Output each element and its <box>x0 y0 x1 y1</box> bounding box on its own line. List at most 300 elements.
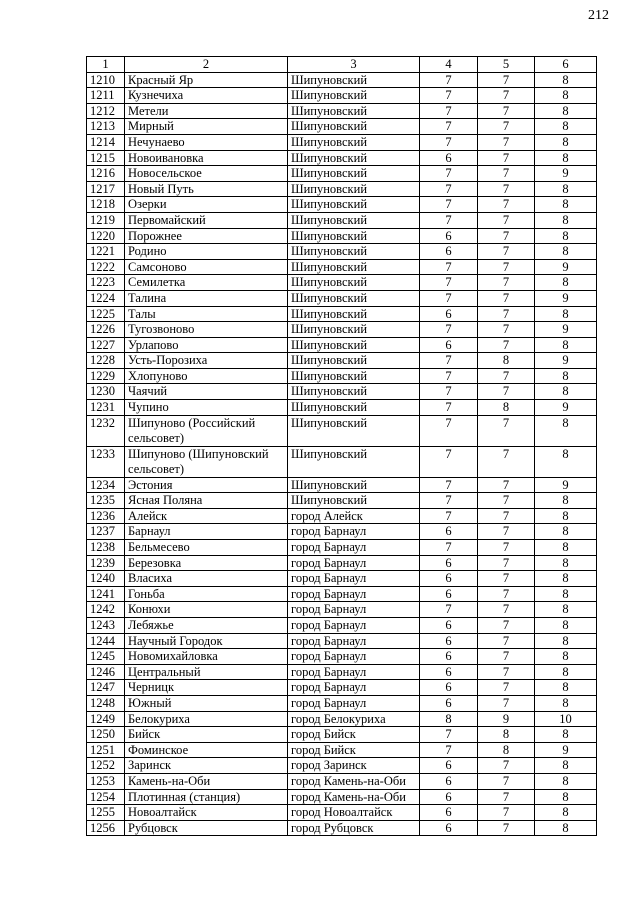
settlement-name-cell: Плотинная (станция) <box>125 789 288 805</box>
table-row <box>87 540 597 556</box>
settlement-name-cell: Родино <box>125 244 288 260</box>
table-row <box>87 773 597 789</box>
value-cell-5: 7 <box>478 259 535 275</box>
table-row <box>87 524 597 540</box>
value-cell-4: 7 <box>420 477 478 493</box>
settlement-name-cell: Новоивановка <box>125 150 288 166</box>
column-header: 6 <box>535 57 597 73</box>
settlement-name-cell: Красный Яр <box>125 72 288 88</box>
row-number-cell: 1254 <box>87 789 125 805</box>
value-cell-6: 8 <box>535 602 597 618</box>
value-cell-6: 8 <box>535 212 597 228</box>
district-cell: Шипуновский <box>288 353 420 369</box>
settlement-name-cell: Фоминское <box>125 742 288 758</box>
settlement-name-cell: Ясная Поляна <box>125 493 288 509</box>
table-row <box>87 150 597 166</box>
value-cell-5: 7 <box>478 555 535 571</box>
value-cell-5: 7 <box>478 244 535 260</box>
table-row <box>87 337 597 353</box>
settlement-name-cell: Тугозвоново <box>125 322 288 338</box>
district-cell: Шипуновский <box>288 197 420 213</box>
settlement-name-cell: Барнаул <box>125 524 288 540</box>
value-cell-5: 7 <box>478 508 535 524</box>
district-cell: город Алейск <box>288 508 420 524</box>
value-cell-4: 6 <box>420 758 478 774</box>
settlement-name-cell: Талы <box>125 306 288 322</box>
value-cell-5: 7 <box>478 103 535 119</box>
value-cell-6: 8 <box>535 540 597 556</box>
district-cell: Шипуновский <box>288 259 420 275</box>
district-cell: Шипуновский <box>288 384 420 400</box>
value-cell-5: 7 <box>478 820 535 836</box>
district-cell: Шипуновский <box>288 212 420 228</box>
row-number-cell: 1251 <box>87 742 125 758</box>
value-cell-5: 7 <box>478 618 535 634</box>
settlement-name-cell: Талина <box>125 290 288 306</box>
district-cell: город Камень-на-Оби <box>288 789 420 805</box>
value-cell-6: 8 <box>535 695 597 711</box>
value-cell-5: 7 <box>478 150 535 166</box>
settlement-name-cell: Березовка <box>125 555 288 571</box>
row-number-cell: 1214 <box>87 134 125 150</box>
table-row <box>87 415 597 446</box>
district-cell: город Барнаул <box>288 649 420 665</box>
value-cell-4: 7 <box>420 275 478 291</box>
value-cell-4: 7 <box>420 166 478 182</box>
value-cell-5: 7 <box>478 368 535 384</box>
value-cell-5: 7 <box>478 181 535 197</box>
value-cell-4: 6 <box>420 789 478 805</box>
row-number-cell: 1244 <box>87 633 125 649</box>
value-cell-6: 8 <box>535 773 597 789</box>
settlement-name-cell: Озерки <box>125 197 288 213</box>
row-number-cell: 1211 <box>87 88 125 104</box>
value-cell-4: 6 <box>420 820 478 836</box>
value-cell-4: 6 <box>420 695 478 711</box>
value-cell-4: 6 <box>420 633 478 649</box>
value-cell-5: 8 <box>478 400 535 416</box>
settlement-name-cell: Заринск <box>125 758 288 774</box>
table-row <box>87 649 597 665</box>
value-cell-6: 8 <box>535 727 597 743</box>
row-number-cell: 1235 <box>87 493 125 509</box>
row-number-cell: 1232 <box>87 415 125 446</box>
district-cell: Шипуновский <box>288 446 420 477</box>
district-cell: город Бийск <box>288 742 420 758</box>
table-row <box>87 134 597 150</box>
district-cell: город Барнаул <box>288 695 420 711</box>
value-cell-6: 9 <box>535 742 597 758</box>
value-cell-4: 7 <box>420 88 478 104</box>
value-cell-6: 8 <box>535 508 597 524</box>
table-row <box>87 103 597 119</box>
settlement-name-cell: Семилетка <box>125 275 288 291</box>
value-cell-5: 7 <box>478 228 535 244</box>
row-number-cell: 1217 <box>87 181 125 197</box>
district-cell: город Барнаул <box>288 586 420 602</box>
settlement-name-cell: Алейск <box>125 508 288 524</box>
value-cell-5: 7 <box>478 773 535 789</box>
value-cell-4: 6 <box>420 571 478 587</box>
settlement-name-cell: Черницк <box>125 680 288 696</box>
value-cell-4: 6 <box>420 773 478 789</box>
row-number-cell: 1221 <box>87 244 125 260</box>
value-cell-4: 7 <box>420 493 478 509</box>
district-cell: город Барнаул <box>288 618 420 634</box>
table-row <box>87 72 597 88</box>
page-number: 212 <box>588 8 609 23</box>
district-cell: Шипуновский <box>288 400 420 416</box>
table-row <box>87 384 597 400</box>
table-row <box>87 181 597 197</box>
table-row <box>87 633 597 649</box>
settlement-name-cell: Лебяжье <box>125 618 288 634</box>
value-cell-6: 8 <box>535 275 597 291</box>
value-cell-4: 7 <box>420 72 478 88</box>
value-cell-5: 7 <box>478 586 535 602</box>
value-cell-4: 7 <box>420 103 478 119</box>
value-cell-5: 7 <box>478 664 535 680</box>
district-cell: город Барнаул <box>288 540 420 556</box>
column-header: 5 <box>478 57 535 73</box>
row-number-cell: 1255 <box>87 805 125 821</box>
value-cell-6: 8 <box>535 228 597 244</box>
settlement-name-cell: Шипуново (Российский сельсовет) <box>125 415 288 446</box>
value-cell-4: 7 <box>420 446 478 477</box>
row-number-cell: 1240 <box>87 571 125 587</box>
value-cell-4: 6 <box>420 228 478 244</box>
value-cell-4: 7 <box>420 400 478 416</box>
row-number-cell: 1210 <box>87 72 125 88</box>
table-row <box>87 322 597 338</box>
table-row <box>87 508 597 524</box>
value-cell-6: 8 <box>535 368 597 384</box>
value-cell-5: 7 <box>478 805 535 821</box>
row-number-cell: 1230 <box>87 384 125 400</box>
row-number-cell: 1216 <box>87 166 125 182</box>
district-cell: Шипуновский <box>288 181 420 197</box>
value-cell-5: 7 <box>478 758 535 774</box>
row-number-cell: 1247 <box>87 680 125 696</box>
value-cell-5: 7 <box>478 680 535 696</box>
table-row <box>87 695 597 711</box>
value-cell-6: 8 <box>535 789 597 805</box>
district-cell: Шипуновский <box>288 88 420 104</box>
value-cell-6: 9 <box>535 477 597 493</box>
table-row <box>87 571 597 587</box>
settlement-name-cell: Нечунаево <box>125 134 288 150</box>
table-row <box>87 664 597 680</box>
row-number-cell: 1249 <box>87 711 125 727</box>
settlement-name-cell: Рубцовск <box>125 820 288 836</box>
value-cell-5: 9 <box>478 711 535 727</box>
row-number-cell: 1238 <box>87 540 125 556</box>
row-number-cell: 1236 <box>87 508 125 524</box>
value-cell-5: 8 <box>478 727 535 743</box>
row-number-cell: 1222 <box>87 259 125 275</box>
row-number-cell: 1225 <box>87 306 125 322</box>
district-cell: Шипуновский <box>288 275 420 291</box>
value-cell-4: 8 <box>420 711 478 727</box>
settlement-name-cell: Самсоново <box>125 259 288 275</box>
value-cell-4: 7 <box>420 602 478 618</box>
settlements-table <box>86 56 597 836</box>
settlement-name-cell: Гоньба <box>125 586 288 602</box>
row-number-cell: 1233 <box>87 446 125 477</box>
value-cell-6: 9 <box>535 290 597 306</box>
row-number-cell: 1215 <box>87 150 125 166</box>
row-number-cell: 1224 <box>87 290 125 306</box>
value-cell-6: 8 <box>535 664 597 680</box>
value-cell-4: 6 <box>420 524 478 540</box>
district-cell: город Камень-на-Оби <box>288 773 420 789</box>
value-cell-6: 8 <box>535 524 597 540</box>
value-cell-4: 6 <box>420 805 478 821</box>
value-cell-4: 7 <box>420 322 478 338</box>
value-cell-6: 8 <box>535 197 597 213</box>
value-cell-5: 7 <box>478 540 535 556</box>
table-row <box>87 259 597 275</box>
settlement-name-cell: Южный <box>125 695 288 711</box>
row-number-cell: 1220 <box>87 228 125 244</box>
value-cell-4: 6 <box>420 150 478 166</box>
value-cell-6: 9 <box>535 400 597 416</box>
value-cell-6: 8 <box>535 805 597 821</box>
settlement-name-cell: Власиха <box>125 571 288 587</box>
value-cell-6: 8 <box>535 649 597 665</box>
column-header: 3 <box>288 57 420 73</box>
value-cell-6: 8 <box>535 306 597 322</box>
value-cell-4: 6 <box>420 664 478 680</box>
value-cell-6: 8 <box>535 384 597 400</box>
value-cell-4: 7 <box>420 119 478 135</box>
value-cell-6: 8 <box>535 618 597 634</box>
table-row <box>87 805 597 821</box>
settlement-name-cell: Шипуново (Шипуновский сельсовет) <box>125 446 288 477</box>
value-cell-5: 7 <box>478 633 535 649</box>
value-cell-6: 8 <box>535 88 597 104</box>
value-cell-6: 8 <box>535 103 597 119</box>
district-cell: город Барнаул <box>288 571 420 587</box>
district-cell: город Белокуриха <box>288 711 420 727</box>
value-cell-6: 9 <box>535 353 597 369</box>
value-cell-4: 7 <box>420 212 478 228</box>
district-cell: Шипуновский <box>288 134 420 150</box>
value-cell-5: 7 <box>478 649 535 665</box>
value-cell-5: 7 <box>478 695 535 711</box>
row-number-cell: 1241 <box>87 586 125 602</box>
table-row <box>87 742 597 758</box>
table-row <box>87 602 597 618</box>
row-number-cell: 1213 <box>87 119 125 135</box>
value-cell-4: 7 <box>420 508 478 524</box>
settlement-name-cell: Научный Городок <box>125 633 288 649</box>
row-number-cell: 1218 <box>87 197 125 213</box>
settlement-name-cell: Камень-на-Оби <box>125 773 288 789</box>
row-number-cell: 1223 <box>87 275 125 291</box>
value-cell-6: 10 <box>535 711 597 727</box>
table-row <box>87 212 597 228</box>
value-cell-5: 7 <box>478 306 535 322</box>
value-cell-6: 8 <box>535 586 597 602</box>
value-cell-4: 6 <box>420 555 478 571</box>
row-number-cell: 1245 <box>87 649 125 665</box>
district-cell: Шипуновский <box>288 228 420 244</box>
settlement-name-cell: Новоалтайск <box>125 805 288 821</box>
district-cell: город Новоалтайск <box>288 805 420 821</box>
settlement-name-cell: Бельмесево <box>125 540 288 556</box>
value-cell-6: 8 <box>535 150 597 166</box>
table-row <box>87 197 597 213</box>
table-row <box>87 368 597 384</box>
district-cell: город Барнаул <box>288 555 420 571</box>
value-cell-6: 8 <box>535 181 597 197</box>
settlement-name-cell: Эстония <box>125 477 288 493</box>
table-row <box>87 88 597 104</box>
value-cell-5: 7 <box>478 446 535 477</box>
table-row <box>87 244 597 260</box>
value-cell-5: 7 <box>478 134 535 150</box>
row-number-cell: 1248 <box>87 695 125 711</box>
table-row <box>87 306 597 322</box>
row-number-cell: 1228 <box>87 353 125 369</box>
table-row <box>87 477 597 493</box>
value-cell-4: 6 <box>420 680 478 696</box>
settlement-name-cell: Первомайский <box>125 212 288 228</box>
row-number-cell: 1219 <box>87 212 125 228</box>
district-cell: город Барнаул <box>288 664 420 680</box>
district-cell: город Рубцовск <box>288 820 420 836</box>
row-number-cell: 1243 <box>87 618 125 634</box>
district-cell: Шипуновский <box>288 166 420 182</box>
row-number-cell: 1246 <box>87 664 125 680</box>
district-cell: Шипуновский <box>288 337 420 353</box>
table-row <box>87 680 597 696</box>
value-cell-5: 7 <box>478 212 535 228</box>
value-cell-5: 7 <box>478 72 535 88</box>
value-cell-6: 8 <box>535 555 597 571</box>
district-cell: Шипуновский <box>288 72 420 88</box>
table-row <box>87 228 597 244</box>
district-cell: Шипуновский <box>288 322 420 338</box>
value-cell-5: 7 <box>478 524 535 540</box>
value-cell-5: 7 <box>478 275 535 291</box>
district-cell: Шипуновский <box>288 306 420 322</box>
value-cell-5: 7 <box>478 290 535 306</box>
settlement-name-cell: Мирный <box>125 119 288 135</box>
column-header: 1 <box>87 57 125 73</box>
row-number-cell: 1250 <box>87 727 125 743</box>
value-cell-5: 7 <box>478 337 535 353</box>
table-row <box>87 290 597 306</box>
settlement-name-cell: Новомихайловка <box>125 649 288 665</box>
settlement-name-cell: Кузнечиха <box>125 88 288 104</box>
table-row <box>87 446 597 477</box>
district-cell: Шипуновский <box>288 150 420 166</box>
value-cell-6: 8 <box>535 680 597 696</box>
value-cell-4: 7 <box>420 290 478 306</box>
value-cell-6: 8 <box>535 244 597 260</box>
column-header: 4 <box>420 57 478 73</box>
settlement-name-cell: Новосельское <box>125 166 288 182</box>
table-row <box>87 493 597 509</box>
value-cell-5: 7 <box>478 88 535 104</box>
settlement-name-cell: Метели <box>125 103 288 119</box>
row-number-cell: 1231 <box>87 400 125 416</box>
district-cell: город Бийск <box>288 727 420 743</box>
table-row <box>87 758 597 774</box>
row-number-cell: 1256 <box>87 820 125 836</box>
row-number-cell: 1253 <box>87 773 125 789</box>
value-cell-6: 8 <box>535 820 597 836</box>
value-cell-5: 7 <box>478 602 535 618</box>
value-cell-4: 6 <box>420 649 478 665</box>
row-number-cell: 1212 <box>87 103 125 119</box>
settlement-name-cell: Новый Путь <box>125 181 288 197</box>
row-number-cell: 1226 <box>87 322 125 338</box>
value-cell-5: 7 <box>478 322 535 338</box>
value-cell-4: 7 <box>420 197 478 213</box>
value-cell-6: 8 <box>535 633 597 649</box>
district-cell: город Заринск <box>288 758 420 774</box>
value-cell-4: 6 <box>420 306 478 322</box>
value-cell-6: 8 <box>535 134 597 150</box>
value-cell-4: 6 <box>420 586 478 602</box>
table-row <box>87 820 597 836</box>
settlement-name-cell: Урлапово <box>125 337 288 353</box>
value-cell-5: 7 <box>478 119 535 135</box>
value-cell-6: 8 <box>535 758 597 774</box>
row-number-cell: 1252 <box>87 758 125 774</box>
value-cell-4: 6 <box>420 244 478 260</box>
row-number-cell: 1242 <box>87 602 125 618</box>
row-number-cell: 1239 <box>87 555 125 571</box>
value-cell-4: 7 <box>420 742 478 758</box>
settlement-name-cell: Хлопуново <box>125 368 288 384</box>
settlement-name-cell: Белокуриха <box>125 711 288 727</box>
value-cell-4: 7 <box>420 134 478 150</box>
value-cell-6: 8 <box>535 493 597 509</box>
value-cell-4: 6 <box>420 337 478 353</box>
table-header-row <box>87 57 597 73</box>
value-cell-5: 7 <box>478 197 535 213</box>
row-number-cell: 1237 <box>87 524 125 540</box>
value-cell-6: 8 <box>535 119 597 135</box>
value-cell-4: 7 <box>420 727 478 743</box>
settlement-name-cell: Центральный <box>125 664 288 680</box>
table-row <box>87 618 597 634</box>
value-cell-4: 7 <box>420 415 478 446</box>
value-cell-5: 8 <box>478 742 535 758</box>
value-cell-4: 7 <box>420 540 478 556</box>
value-cell-5: 7 <box>478 477 535 493</box>
settlement-name-cell: Усть-Порозиха <box>125 353 288 369</box>
table-row <box>87 789 597 805</box>
value-cell-4: 7 <box>420 259 478 275</box>
district-cell: Шипуновский <box>288 477 420 493</box>
value-cell-4: 6 <box>420 618 478 634</box>
value-cell-5: 7 <box>478 789 535 805</box>
value-cell-4: 7 <box>420 368 478 384</box>
table-row <box>87 353 597 369</box>
district-cell: Шипуновский <box>288 290 420 306</box>
value-cell-6: 8 <box>535 72 597 88</box>
district-cell: город Барнаул <box>288 602 420 618</box>
settlement-name-cell: Конюхи <box>125 602 288 618</box>
district-cell: Шипуновский <box>288 493 420 509</box>
value-cell-6: 9 <box>535 322 597 338</box>
table-row <box>87 727 597 743</box>
